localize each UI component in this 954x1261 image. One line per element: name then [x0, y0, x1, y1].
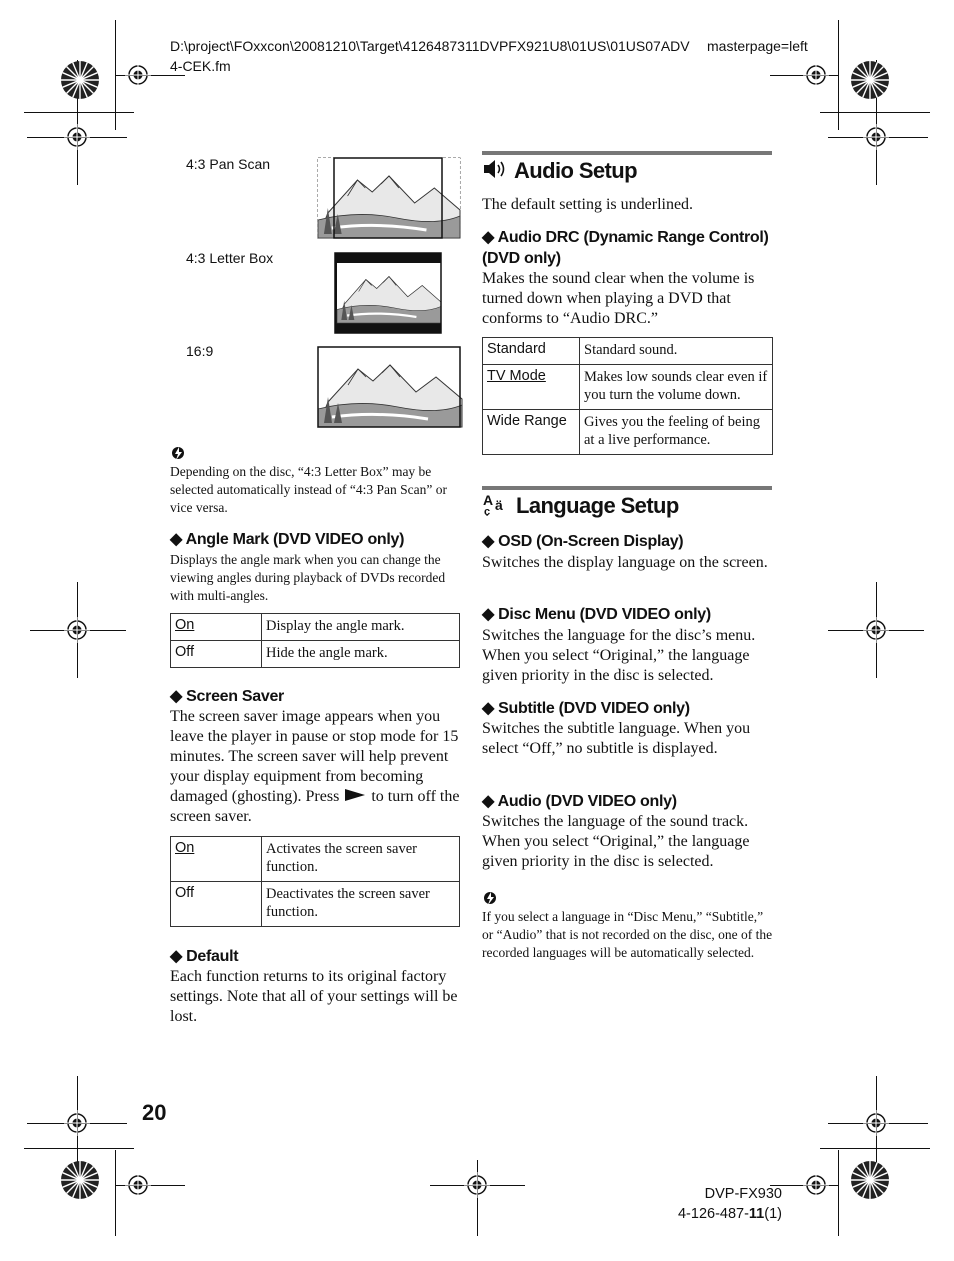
option-value: Deactivates the screen saver function. — [262, 882, 460, 927]
default-heading: ◆ Default — [170, 948, 239, 965]
file-path-line1: D:\project\FOxxcon\20081210\Target\4126487311DVPFX921U8\01US\01US07ADV — [170, 38, 690, 54]
disc-menu-description: Switches the language for the disc’s menu. When you select “Original,” the language given priority in the disc is selected. — [482, 627, 756, 684]
svg-text:ä: ä — [495, 497, 503, 513]
audio-drc-description: Makes the sound clear when the volume is turned down when playing a DVD that conforms to “Audio DRC.” — [482, 270, 755, 327]
option-key: Standard — [483, 338, 580, 365]
screen-saver-options-table — [170, 836, 460, 927]
diamond-icon: ◆ — [482, 606, 495, 623]
diamond-icon: ◆ — [482, 700, 495, 717]
svg-text:ç: ç — [484, 506, 491, 516]
page-number: 20 — [142, 1100, 167, 1125]
osd-description: Switches the display language on the screen. — [482, 554, 768, 571]
option-key: Off — [171, 641, 262, 668]
option-value: Standard sound. — [580, 338, 773, 365]
part-number: 4-126-487-11(1) — [677, 1206, 782, 1222]
subtitle-description: Switches the subtitle language. When you select “Off,” no subtitle is displayed. — [482, 720, 751, 757]
diamond-icon: ◆ — [170, 688, 183, 705]
wide-illustration — [318, 347, 462, 427]
option-key: Off — [171, 882, 262, 927]
audio-drc-options-table — [482, 337, 773, 455]
table-row — [483, 365, 773, 410]
speaker-icon — [482, 157, 510, 181]
option-key: On — [171, 837, 262, 882]
option-value: Hide the angle mark. — [262, 641, 460, 668]
table-row — [483, 410, 773, 455]
option-key: TV Mode — [483, 365, 580, 410]
disc-menu-heading: ◆ Disc Menu (DVD VIDEO only) — [482, 606, 711, 623]
audio-language-description: Switches the language of the sound track. When you select “Original,” the language given priority in the disc is selected. — [482, 813, 750, 870]
screen-saver-heading: ◆ Screen Saver — [170, 688, 284, 705]
diamond-icon: ◆ — [170, 948, 183, 965]
option-key: On — [171, 614, 262, 641]
angle-mark-description: Displays the angle mark when you can change the viewing angles during playback of DVDs recorded with multi-angles. — [170, 552, 446, 603]
option-key: Wide Range — [483, 410, 580, 455]
diamond-icon: ◆ — [482, 793, 495, 810]
format-label-16-9: 16:9 — [186, 343, 214, 359]
pan-scan-illustration — [318, 158, 460, 238]
default-description: Each function returns to its original factory settings. Note that all of your settings will be lost. — [170, 968, 458, 1025]
osd-heading: ◆ OSD (On-Screen Display) — [482, 533, 684, 550]
language-setup-rule — [482, 486, 772, 490]
option-value: Display the angle mark. — [262, 614, 460, 641]
subtitle-heading: ◆ Subtitle (DVD VIDEO only) — [482, 700, 690, 717]
table-row — [483, 338, 773, 365]
option-value: Gives you the feeling of being at a live performance. — [580, 410, 773, 455]
audio-drc-heading: ◆ Audio DRC (Dynamic Range Control) (DVD only) — [482, 229, 769, 267]
option-value: Activates the screen saver function. — [262, 837, 460, 882]
play-button-icon — [343, 788, 367, 802]
audio-setup-rule — [482, 151, 772, 155]
table-row — [171, 882, 460, 927]
angle-mark-options-table — [170, 613, 460, 668]
option-value: Makes low sounds clear even if you turn the volume down. — [580, 365, 773, 410]
format-label-letter-box: 4:3 Letter Box — [186, 250, 274, 266]
svg-text:A: A — [483, 492, 494, 508]
table-row — [171, 641, 460, 668]
angle-mark-heading: ◆ Angle Mark (DVD VIDEO only) — [170, 531, 405, 548]
audio-setup-intro: The default setting is underlined. — [482, 196, 694, 213]
language-icon — [482, 492, 512, 516]
diamond-icon: ◆ — [482, 533, 495, 550]
format-hint-text: Depending on the disc, “4:3 Letter Box” may be selected automatically instead of “4:3 Pan Scan” or vice versa. — [170, 464, 448, 515]
language-hint-text: If you select a language in “Disc Menu,” “Subtitle,” or “Audio” that is not recorded on the disc, one of the recorded languages will be automatically selected. — [482, 909, 773, 960]
master-page-label: masterpage=left — [707, 38, 808, 54]
diamond-icon: ◆ — [170, 531, 183, 548]
format-label-pan-scan: 4:3 Pan Scan — [186, 156, 271, 172]
audio-language-heading: ◆ Audio (DVD VIDEO only) — [482, 793, 677, 810]
screen-saver-description: The screen saver image appears when you leave the player in pause or stop mode for 15 minutes. The screen saver will help prevent your display equipment from becoming damaged (ghosting). Press to turn off the screen saver. — [170, 708, 460, 825]
language-setup-title: A ä ç Language Setup — [483, 492, 679, 518]
table-row — [171, 614, 460, 641]
diamond-icon: ◆ — [482, 229, 495, 246]
model-info — [678, 1184, 782, 1224]
table-row — [171, 837, 460, 882]
model-name: DVP-FX930 — [704, 1186, 782, 1202]
file-path-line2: 4-CEK.fm — [170, 58, 231, 74]
audio-setup-title: Audio Setup — [482, 157, 637, 184]
letter-box-illustration — [335, 253, 441, 333]
